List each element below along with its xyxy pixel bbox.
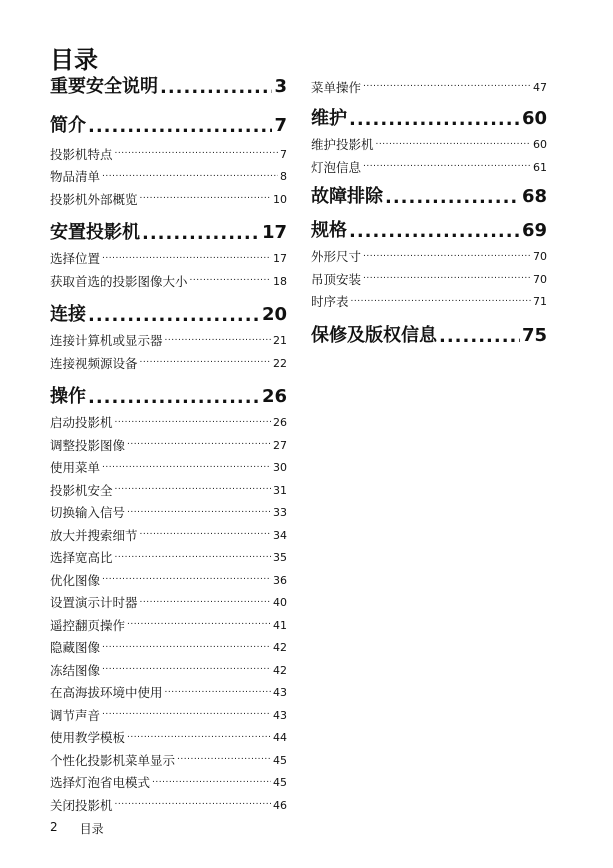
toc-entry[interactable] [311,291,547,314]
toc-entry-title: 灯泡信息 [311,159,362,175]
page-title: 目录 [50,46,98,74]
toc-entry-page: 45 [273,753,287,767]
toc-leader-dots [363,273,531,285]
toc-entry-title: 切换输入信号 [50,505,126,521]
toc-leader-dots [102,642,271,654]
toc-chapter-title: 连接 [50,303,86,325]
toc-entry[interactable] [50,749,287,772]
toc-entry[interactable] [50,727,287,750]
toc-leader-dots [102,171,278,183]
toc-leader-dots [376,139,531,151]
toc-entry[interactable] [50,592,287,615]
toc-leader-dots [102,664,271,676]
toc-entry-title: 调整投影图像 [50,437,126,453]
toc-entry-title: 启动投影机 [50,415,113,431]
toc-chapter-title: 保修及版权信息 [311,325,437,346]
toc-entry-page: 31 [273,483,287,497]
toc-entry[interactable] [50,502,287,525]
toc-entry-page: 43 [273,686,287,700]
toc-entry[interactable] [50,704,287,727]
toc-entry-page: 8 [280,170,287,184]
toc-leader-dots [88,119,272,137]
toc-chapter-title: 规格 [311,219,347,241]
toc-entry[interactable] [311,268,547,291]
toc-entry-title: 调节声音 [50,707,101,723]
toc-entry[interactable] [50,479,287,502]
toc-leader-dots [140,529,271,541]
toc-entry-title: 使用教学模板 [50,730,126,746]
toc-entry-title: 物品清单 [50,169,101,185]
toc-chapter-title: 安置投影机 [50,221,140,243]
toc-entry-title: 维护投影机 [311,137,374,153]
toc-entry-title: 冻结图像 [50,662,101,678]
footer-page-number: 2 [50,820,58,834]
toc-leader-dots [115,552,271,564]
toc-entry-page: 41 [273,618,287,632]
toc-entry[interactable] [50,434,287,457]
toc-entry-title: 设置演示计时器 [50,595,138,611]
toc-entry-page: 46 [273,798,287,812]
toc-chapter-page: 60 [521,107,547,129]
toc-entry-page: 18 [273,274,287,288]
toc-entry-page: 22 [273,356,287,370]
toc-entry-page: 42 [273,641,287,655]
toc-entry-page: 17 [273,252,287,266]
toc-chapter[interactable] [50,222,287,244]
toc-entry-title: 遥控翻页操作 [50,617,126,633]
toc-entry[interactable] [50,457,287,480]
toc-entry-title: 在高海拔环境中使用 [50,685,163,701]
toc-leader-dots [363,161,531,173]
toc-entry[interactable] [50,270,287,293]
toc-chapter-title: 维护 [311,107,347,129]
toc-entry-page: 61 [533,160,547,174]
toc-leader-dots [177,754,271,766]
toc-chapter[interactable] [50,76,287,98]
toc-chapter[interactable] [50,304,287,326]
toc-leader-dots [88,308,260,326]
toc-entry[interactable] [50,166,287,189]
toc-entry-title: 投影机安全 [50,482,113,498]
toc-entry-page: 36 [273,573,287,587]
toc-leader-dots [165,335,271,347]
toc-leader-dots [102,709,271,721]
toc-leader-dots [127,732,271,744]
toc-entry-page: 70 [533,272,547,286]
toc-entry[interactable] [50,637,287,660]
toc-chapter[interactable] [311,186,547,208]
toc-entry[interactable] [50,794,287,817]
toc-leader-dots [115,417,271,429]
toc-entry-title: 吊顶安装 [311,271,362,287]
toc-leader-dots [140,193,271,205]
toc-chapter-page: 3 [274,76,287,97]
toc-leader-dots [152,777,271,789]
toc-leader-dots [127,439,271,451]
toc-entry-page: 70 [533,250,547,264]
toc-entry-page: 35 [273,551,287,565]
toc-leader-dots [142,226,260,244]
toc-entry[interactable] [50,352,287,375]
toc-entry[interactable] [50,682,287,705]
toc-leader-dots [165,687,271,699]
toc-leader-dots [140,597,271,609]
toc-entry-page: 7 [280,147,287,161]
toc-chapter[interactable] [50,115,287,137]
toc-chapter[interactable] [311,108,547,130]
toc-entry[interactable] [50,547,287,570]
toc-chapter-page: 7 [274,115,287,136]
toc-chapter-page: 68 [521,185,547,207]
toc-entry-title: 投影机特点 [50,146,113,162]
toc-entry[interactable] [311,246,547,269]
toc-entry-page: 47 [533,80,547,94]
toc-entry-title: 关闭投影机 [50,797,113,813]
toc-chapter-page: 75 [521,325,547,346]
toc-chapter-title: 故障排除 [311,185,383,207]
toc-entry[interactable] [50,569,287,592]
toc-entry[interactable] [311,156,547,179]
toc-entry[interactable] [50,659,287,682]
toc-leader-dots [88,390,260,408]
toc-entry-title: 投影机外部概览 [50,191,138,207]
toc-chapter[interactable] [50,386,287,408]
toc-entry[interactable] [50,524,287,547]
toc-leader-dots [102,253,271,265]
toc-entry-title: 放大并搜索细节 [50,527,138,543]
toc-chapter-title: 操作 [50,385,86,407]
toc-entry-title: 优化图像 [50,572,101,588]
toc-leader-dots [160,80,272,98]
toc-leader-dots [363,251,531,263]
toc-leader-dots [127,507,271,519]
toc-entry[interactable] [50,772,287,795]
toc-leader-dots [190,275,271,287]
toc-entry-page: 27 [273,438,287,452]
toc-leader-dots [140,357,271,369]
toc-entry[interactable] [50,614,287,637]
toc-entry[interactable] [50,412,287,435]
toc-leader-dots [115,484,271,496]
toc-chapter[interactable] [311,220,547,242]
toc-entry-page: 34 [273,528,287,542]
toc-entry-title: 菜单操作 [311,79,362,95]
toc-leader-dots [363,81,531,93]
toc-entry[interactable] [50,248,287,271]
toc-leader-dots [127,619,271,631]
toc-entry-page: 42 [273,663,287,677]
toc-chapter-title: 简介 [50,115,86,136]
toc-entry[interactable] [311,134,547,157]
toc-entry-title: 外形尺寸 [311,249,362,265]
toc-entry[interactable] [50,330,287,353]
toc-chapter-page: 26 [261,385,287,407]
toc-entry-page: 60 [533,138,547,152]
toc-entry-page: 30 [273,461,287,475]
toc-entry-title: 使用菜单 [50,460,101,476]
toc-chapter-page: 69 [521,219,547,241]
toc-entry-page: 26 [273,416,287,430]
toc-entry-title: 选择宽高比 [50,550,113,566]
toc-leader-dots [439,329,520,347]
footer-label: 目录 [79,822,104,836]
toc-left-column [50,76,287,817]
toc-entry-page: 40 [273,596,287,610]
toc-entry-title: 获取首选的投影图像大小 [50,273,188,289]
toc-entry-page: 21 [273,334,287,348]
toc-entry[interactable] [50,188,287,211]
toc-entry-page: 10 [273,192,287,206]
toc-leader-dots [349,224,520,242]
toc-leader-dots [115,148,278,160]
toc-chapter[interactable] [311,325,547,347]
toc-entry-page: 44 [273,731,287,745]
toc-leader-dots [102,574,271,586]
toc-entry-page: 33 [273,506,287,520]
toc-entry[interactable] [50,143,287,166]
toc-leader-dots [351,296,531,308]
toc-leader-dots [102,462,271,474]
toc-chapter-page: 17 [261,221,287,243]
page-footer [50,820,104,837]
toc-entry[interactable] [311,76,547,99]
toc-entry-title: 连接计算机或显示器 [50,333,163,349]
toc-entry-page: 71 [533,295,547,309]
toc-leader-dots [115,799,271,811]
toc-entry-title: 时序表 [311,294,349,310]
toc-entry-title: 个性化投影机菜单显示 [50,752,176,768]
toc-entry-title: 选择位置 [50,251,101,267]
toc-leader-dots [385,190,520,208]
toc-chapter-title: 重要安全说明 [50,76,158,97]
toc-entry-title: 隐藏图像 [50,640,101,656]
toc-entry-title: 连接视频源设备 [50,355,138,371]
toc-entry-page: 43 [273,708,287,722]
toc-entry-page: 45 [273,776,287,790]
toc-leader-dots [349,112,520,130]
toc-chapter-page: 20 [261,303,287,325]
toc-right-column [311,76,547,347]
toc-entry-title: 选择灯泡省电模式 [50,775,151,791]
